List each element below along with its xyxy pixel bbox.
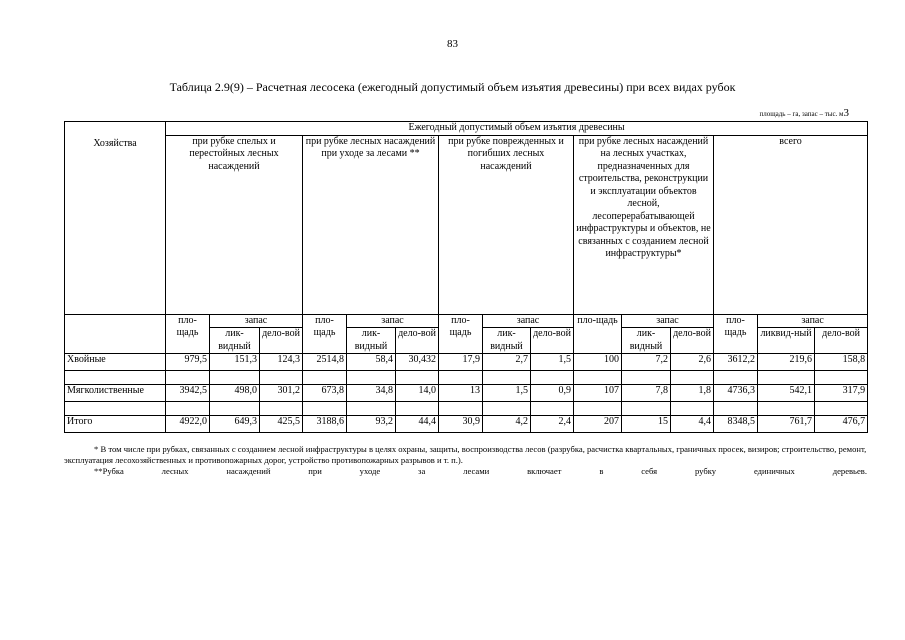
sub-stock: запас: [622, 314, 714, 328]
table-cell: 17,9: [439, 354, 483, 371]
table-cell: 4,2: [483, 416, 531, 433]
footnote-thinning: **Рубка лесных насаждений при уходе за лесами включает в себя рубку единичных деревьев.: [94, 466, 867, 477]
sub-area: пло-щадь: [574, 314, 622, 354]
sub-business: дело-вой: [260, 328, 303, 354]
table-cell: 2,7: [483, 354, 531, 371]
table-cell: 124,3: [260, 354, 303, 371]
footnotes: [64, 444, 867, 478]
sub-area: пло-щадь: [303, 314, 347, 354]
table-cell: 317,9: [815, 385, 868, 402]
sub-stock: запас: [347, 314, 439, 328]
sub-stock: запас: [210, 314, 303, 328]
table-cell: 44,4: [396, 416, 439, 433]
table-cell: 30,432: [396, 354, 439, 371]
sub-business: дело-вой: [396, 328, 439, 354]
table-cell: 158,8: [815, 354, 868, 371]
table-cell: 1,8: [671, 385, 714, 402]
table-cell: 673,8: [303, 385, 347, 402]
col-farm-header: Хозяйства: [65, 122, 166, 315]
row-name: Мягколиственные: [65, 385, 166, 402]
table-cell: 3612,2: [714, 354, 758, 371]
table-cell: 1,5: [483, 385, 531, 402]
table-cell: 476,7: [815, 416, 868, 433]
table-cell: 207: [574, 416, 622, 433]
category-thinning: при рубке лесных насаждений при уходе за лесами **: [303, 135, 439, 314]
table-cell: 8348,5: [714, 416, 758, 433]
units-note: [759, 107, 849, 119]
category-infrastructure: при рубке лесных насаждений на лесных участках, предназначенных для строительства, реконструкции и эксплуатации объектов лесной, лесоперерабатывающей инфраструктуры и объектов, не связанных с созданием лесной инфраструктуры*: [574, 135, 714, 314]
table-cell: 7,8: [622, 385, 671, 402]
category-mature: при рубке спелых и перестойных лесных насаждений: [166, 135, 303, 314]
page-number: 83: [447, 38, 458, 50]
table-cell: 34,8: [347, 385, 396, 402]
table-cell: 649,3: [210, 416, 260, 433]
category-total: всего: [714, 135, 868, 314]
table-cell: 2514,8: [303, 354, 347, 371]
table-cell: 3188,6: [303, 416, 347, 433]
allowable-cut-table: [64, 121, 868, 433]
table-title: Таблица 2.9(9) – Расчетная лесосека (ежегодный допустимый объем изъятия древесины) при всех видах рубок: [169, 80, 736, 94]
table-cell: 2,4: [531, 416, 574, 433]
table-cell: 425,5: [260, 416, 303, 433]
sub-area: пло-щадь: [166, 314, 210, 354]
sub-liquid: лик-видный: [622, 328, 671, 354]
table-cell: 100: [574, 354, 622, 371]
table-cell: 0,9: [531, 385, 574, 402]
table-cell: 151,3: [210, 354, 260, 371]
table-cell: 4,4: [671, 416, 714, 433]
table-cell: 3942,5: [166, 385, 210, 402]
sub-liquid: лик-видный: [483, 328, 531, 354]
table-cell: 13: [439, 385, 483, 402]
table-row-coniferous: [65, 354, 868, 371]
table-cell: 979,5: [166, 354, 210, 371]
row-name: Хвойные: [65, 354, 166, 371]
table-cell: 93,2: [347, 416, 396, 433]
table-cell: 1,5: [531, 354, 574, 371]
sub-liquid: лик-видный: [210, 328, 260, 354]
units-superscript: 3: [843, 107, 849, 119]
sub-business: дело-вой: [531, 328, 574, 354]
units-note-text: площадь – га, запас – тыс. м: [759, 110, 844, 118]
table-row-softwood: [65, 385, 868, 402]
table-cell: 4736,3: [714, 385, 758, 402]
sub-stock: запас: [483, 314, 574, 328]
table-cell: 7,2: [622, 354, 671, 371]
table-row-total: [65, 416, 868, 433]
group-header: Ежегодный допустимый объем изъятия древесины: [166, 122, 868, 136]
table-cell: 301,2: [260, 385, 303, 402]
row-name: Итого: [65, 416, 166, 433]
sub-liquid: лик-видный: [347, 328, 396, 354]
sub-business: дело-вой: [815, 328, 868, 354]
table-cell: 14,0: [396, 385, 439, 402]
table-cell: 15: [622, 416, 671, 433]
table-cell: 4922,0: [166, 416, 210, 433]
table-cell: 542,1: [758, 385, 815, 402]
farm-header-spacer: [65, 314, 166, 354]
sub-area: пло-щадь: [439, 314, 483, 354]
row-spacer: [65, 402, 868, 416]
table-cell: 2,6: [671, 354, 714, 371]
table-cell: 219,6: [758, 354, 815, 371]
table-cell: 30,9: [439, 416, 483, 433]
table-cell: 58,4: [347, 354, 396, 371]
table-cell: 107: [574, 385, 622, 402]
sub-stock: запас: [758, 314, 868, 328]
sub-business: дело-вой: [671, 328, 714, 354]
category-damaged: при рубке поврежденных и погибших лесных насаждений: [439, 135, 574, 314]
sub-area: пло-щадь: [714, 314, 758, 354]
table-cell: 761,7: [758, 416, 815, 433]
footnote-infrastructure: * В том числе при рубках, связанных с созданием лесной инфраструктуры в целях охраны, защиты, воспроизводства лесов (разрубка, расчистка квартальных, граничных просек, визиров; строительство, ремонт, эксплуатация лесохозяйственных и противопожарных дорог, устройство противопожарных разрывов и т. п.).: [64, 444, 867, 466]
row-spacer: [65, 371, 868, 385]
sub-liquid-total: ликвид-ный: [758, 328, 815, 354]
table-cell: 498,0: [210, 385, 260, 402]
